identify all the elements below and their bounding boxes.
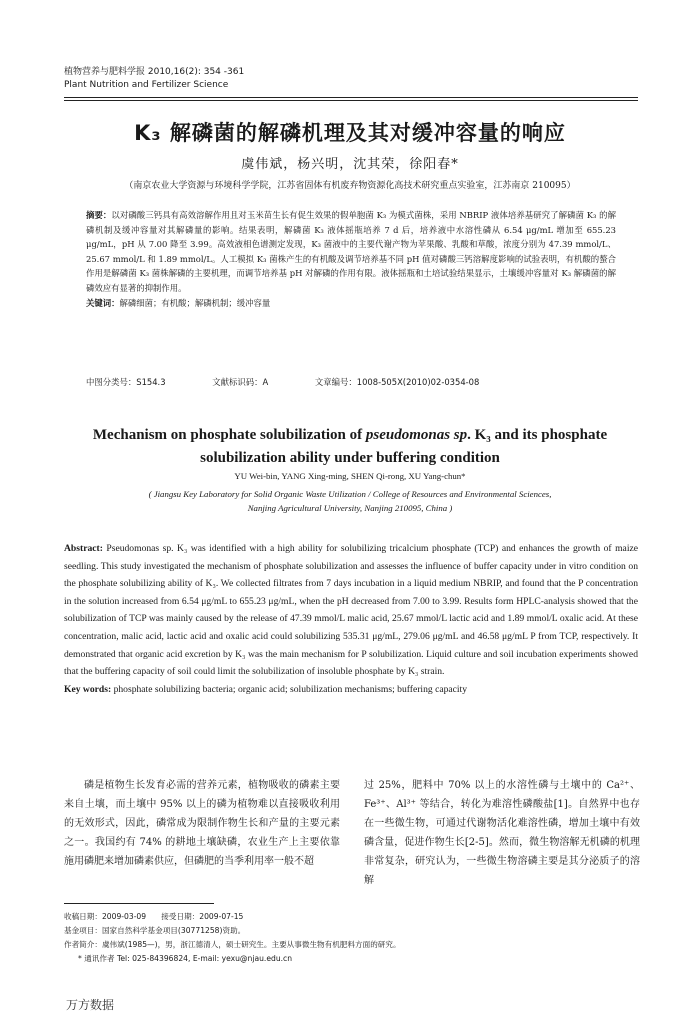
keywords-en-label: Key words: [64, 683, 112, 695]
keywords-cn-label: 关键词： [86, 298, 120, 308]
footnote-fund: 基金项目：国家自然科学基金项目(30771258)资助。 [64, 926, 246, 935]
header-rule-thin [64, 100, 638, 101]
abstract-cn [86, 208, 616, 311]
journal-header [64, 66, 244, 92]
affiliation-cn: （南京农业大学资源与环境科学学院，江苏省固体有机废弃物资源化高技术研究重点实验室，江苏南京 210095） [124, 181, 576, 191]
footnote-received: 收稿日期：2009-03-09 接受日期：2009-07-15 [64, 912, 244, 921]
clc-number: 中图分类号：S154.3 [86, 377, 166, 387]
document-code: 文献标识码：A [212, 377, 269, 387]
page-title-cn: K₃ 解磷菌的解磷机理及其对缓冲容量的响应 [134, 121, 566, 145]
body-column-left: 磷是植物生长发育必需的营养元素，植物吸收的磷素主要来自土壤，而土壤中 95% 以上的磷为植物难以直接吸收利用的无效形式，因此，磷常成为限制作物生长和产量的主要元素之一。我国约有 74% 的耕地土壤缺磷，农业生产上主要依靠施用磷肥来增加磷素供应，但磷肥的当季利用率一般不超 [64, 780, 340, 867]
abstract-en-text: Pseudomonas sp. K₃ was identified with a high ability for solubilizing tricalcium phosphate (TCP) and enhances the growth of maize seedling. This study investigated the mechanism of phosphate solubilization and assesses the influence of buffer capacity under in vitro condition on the phosphate solubilizing ability of K₃. We collected filtrates from 7 days incubation in a liquid medium NBRIP, and found that the P concentration in the solution increased from 6.54 μg/mL to 655.23 μg/mL, when the pH decreased from 7.00 to 3.99. Results form HPLC-analysis showed that the solubilization of TCP was mainly caused by the release of 47.39 mmol/L malic acid, 25.67 mmol/L lactic acid and 1.89 mmol/L oxalic acid. At these concentration, malic acid, lactic acid and oxalic acid could solubilizing 535.31 μg/mL, 279.06 μg/mL and 46.58 μg/mL P from TCP, respectively. It demonstrated that organic acid excretion by K₃ was the main mechanism for P solubilization. Liquid culture and soil incubation experiments showed that the buffering capacity of soil could limit the solubilization of insoluble phosphate by K₃ strain. [64, 543, 639, 678]
article-number: 文章编号：1008-505X(2010)02-0354-08 [314, 377, 480, 387]
abstract-en [64, 540, 638, 698]
journal-name-cn: 植物营养与肥料学报 2010,16(2): 354 -361 [64, 67, 245, 77]
abstract-cn-label: 摘要： [86, 210, 112, 220]
affiliation-en [90, 487, 610, 515]
footnote-corresponding: * 通讯作者 Tel: 025-84396824, E-mail: yexu@njau.edu.cn [78, 954, 293, 963]
title-en-part1: Mechanism on phosphate solubilization of [92, 427, 366, 443]
body-column-right: 过 25%，肥料中 70% 以上的水溶性磷与土壤中的 Ca²⁺、Fe³⁺、Al³⁺ 等结合，转化为难溶性磷酸盐[1]。自然界中也存在一些微生物，可通过代谢物活化难溶性磷，增加土壤中有效磷含量，促进作物生长[2-5]。然而，微生物溶解无机磷的机理非常复杂，研究认为，一些微生物溶磷主要是其分泌质子的溶解 [364, 780, 640, 886]
page-title-en [60, 424, 640, 470]
affiliation-en-line2: Nanjing Agricultural University, Nanjing 210095, China ) [247, 503, 453, 513]
journal-name-en: Plant Nutrition and Fertilizer Science [64, 80, 229, 90]
title-en-species: pseudomonas sp [365, 427, 468, 443]
classification-row [86, 376, 523, 388]
affiliation-en-line1: ( Jiangsu Key Laboratory for Solid Organic Waste Utilization / College of Resources and Environmental Sciences, [148, 489, 552, 499]
authors-cn: 虞伟斌，杨兴明，沈其荣，徐阳春* [241, 157, 459, 172]
authors-en: YU Wei-bin, YANG Xing-ming, SHEN Qi-rong, XU Yang-chun* [234, 471, 466, 481]
keywords-cn-text: 解磷细菌；有机酸；解磷机制；缓冲容量 [119, 298, 271, 308]
header-rule [64, 97, 638, 98]
abstract-cn-text: 以对磷酸三钙具有高效溶解作用且对玉米苗生长有促生效果的假单胞菌 K₃ 为模式菌株，采用 NBRIP 液体培养基研究了解磷菌 K₃ 的解磷机制及缓冲容量对其解磷量的影响。结果表明，解磷菌 K₃ 液体摇瓶培养 7 d 后，培养液中水溶性磷从 6.54 μg/mL 增加至 655.23 μg/mL，pH 从 7.00 降至 3.99。高效液相色谱测定发现，K₃ 菌液中的主要代谢产物为苹果酸、乳酸和草酸，浓度分别为 47.39 mmol/L、25.67 mmol/L 和 1.89 mmol/L。人工模拟 K₃ 菌株产生的有机酸及调节培养基不同 pH 值对磷酸三钙溶解度影响的试验表明，有机酸的螯合作用是解磷菌 K₃ 菌株解磷的主要机理，而调节培养基 pH 对解磷的作用有限。液体摇瓶和土培试验结果显示，土壤缓冲容量对 K₃ 解磷菌的解磷效应有显著的抑制作用。 [86, 210, 617, 293]
abstract-en-label: Abstract: [64, 543, 103, 554]
keywords-en-text: phosphate solubilizing bacteria; organic acid; solubilization mechanisms; buffering capacity [113, 683, 468, 695]
watermark: 万方数据 [66, 998, 115, 1012]
footnote-author: 作者简介：虞伟斌(1985—)，男，浙江德清人，硕士研究生。主要从事微生物有机肥料方面的研究。 [64, 940, 401, 949]
footnote-rule [64, 903, 214, 904]
footnotes [64, 910, 401, 966]
title-en-part2: . K₃ and its phosphate solubilization ability under buffering condition [200, 427, 608, 466]
